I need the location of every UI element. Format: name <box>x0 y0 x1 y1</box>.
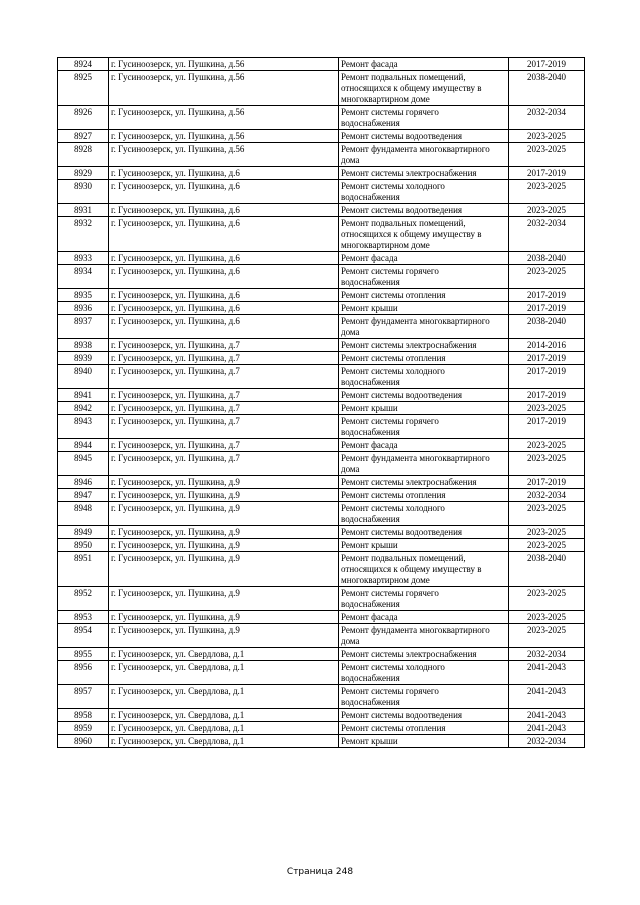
work-type-cell: Ремонт системы холодного водоснабжения <box>339 365 509 389</box>
row-number: 8946 <box>58 476 109 489</box>
row-number: 8952 <box>58 587 109 611</box>
address-cell: г. Гусиноозерск, ул. Пушкина, д.7 <box>109 452 339 476</box>
table-row <box>58 58 585 71</box>
period-cell: 2017-2019 <box>509 167 585 180</box>
work-type-cell: Ремонт фасада <box>339 58 509 71</box>
period-cell: 2041-2043 <box>509 661 585 685</box>
period-cell: 2023-2025 <box>509 539 585 552</box>
address-cell: г. Гусиноозерск, ул. Пушкина, д.9 <box>109 489 339 502</box>
period-cell: 2023-2025 <box>509 502 585 526</box>
period-cell: 2023-2025 <box>509 611 585 624</box>
period-cell: 2032-2034 <box>509 648 585 661</box>
period-cell: 2023-2025 <box>509 143 585 167</box>
address-cell: г. Гусиноозерск, ул. Пушкина, д.6 <box>109 265 339 289</box>
table-row <box>58 415 585 439</box>
work-type-cell: Ремонт системы водоотведения <box>339 709 509 722</box>
address-cell: г. Гусиноозерск, ул. Свердлова, д.1 <box>109 709 339 722</box>
row-number: 8932 <box>58 217 109 252</box>
address-cell: г. Гусиноозерск, ул. Пушкина, д.6 <box>109 302 339 315</box>
work-type-cell: Ремонт крыши <box>339 539 509 552</box>
table-row <box>58 289 585 302</box>
row-number: 8958 <box>58 709 109 722</box>
work-type-cell: Ремонт фасада <box>339 611 509 624</box>
period-cell: 2041-2043 <box>509 722 585 735</box>
row-number: 8955 <box>58 648 109 661</box>
address-cell: г. Гусиноозерск, ул. Пушкина, д.56 <box>109 143 339 167</box>
table-row <box>58 315 585 339</box>
row-number: 8949 <box>58 526 109 539</box>
work-type-cell: Ремонт подвальных помещений, относящихся к общему имуществу в многоквартирном доме <box>339 552 509 587</box>
period-cell: 2032-2034 <box>509 735 585 748</box>
row-number: 8948 <box>58 502 109 526</box>
row-number: 8945 <box>58 452 109 476</box>
row-number: 8959 <box>58 722 109 735</box>
table-row <box>58 402 585 415</box>
row-number: 8950 <box>58 539 109 552</box>
table-row <box>58 539 585 552</box>
address-cell: г. Гусиноозерск, ул. Пушкина, д.56 <box>109 106 339 130</box>
period-cell: 2023-2025 <box>509 265 585 289</box>
table-row <box>58 130 585 143</box>
table-row <box>58 624 585 648</box>
period-cell: 2023-2025 <box>509 526 585 539</box>
table-row <box>58 526 585 539</box>
row-number: 8951 <box>58 552 109 587</box>
work-type-cell: Ремонт системы отопления <box>339 352 509 365</box>
address-cell: г. Гусиноозерск, ул. Пушкина, д.6 <box>109 289 339 302</box>
address-cell: г. Гусиноозерск, ул. Пушкина, д.9 <box>109 526 339 539</box>
row-number: 8937 <box>58 315 109 339</box>
period-cell: 2023-2025 <box>509 204 585 217</box>
address-cell: г. Гусиноозерск, ул. Пушкина, д.56 <box>109 71 339 106</box>
table-row <box>58 722 585 735</box>
address-cell: г. Гусиноозерск, ул. Пушкина, д.7 <box>109 415 339 439</box>
work-type-cell: Ремонт фундамента многоквартирного дома <box>339 143 509 167</box>
period-cell: 2023-2025 <box>509 439 585 452</box>
work-type-cell: Ремонт системы водоотведения <box>339 389 509 402</box>
work-type-cell: Ремонт системы отопления <box>339 722 509 735</box>
work-type-cell: Ремонт системы холодного водоснабжения <box>339 180 509 204</box>
address-cell: г. Гусиноозерск, ул. Свердлова, д.1 <box>109 735 339 748</box>
table-row <box>58 439 585 452</box>
work-type-cell: Ремонт системы горячего водоснабжения <box>339 265 509 289</box>
work-type-cell: Ремонт системы электроснабжения <box>339 167 509 180</box>
table-row <box>58 106 585 130</box>
table-row <box>58 685 585 709</box>
table-row <box>58 735 585 748</box>
work-type-cell: Ремонт системы электроснабжения <box>339 476 509 489</box>
table-row <box>58 502 585 526</box>
work-type-cell: Ремонт фундамента многоквартирного дома <box>339 624 509 648</box>
work-type-cell: Ремонт фундамента многоквартирного дома <box>339 452 509 476</box>
period-cell: 2017-2019 <box>509 58 585 71</box>
row-number: 8934 <box>58 265 109 289</box>
row-number: 8931 <box>58 204 109 217</box>
period-cell: 2032-2034 <box>509 106 585 130</box>
work-type-cell: Ремонт системы отопления <box>339 289 509 302</box>
address-cell: г. Гусиноозерск, ул. Пушкина, д.7 <box>109 365 339 389</box>
page-footer <box>0 867 640 877</box>
work-type-cell: Ремонт системы водоотведения <box>339 526 509 539</box>
address-cell: г. Гусиноозерск, ул. Пушкина, д.6 <box>109 167 339 180</box>
period-cell: 2023-2025 <box>509 180 585 204</box>
row-number: 8936 <box>58 302 109 315</box>
period-cell: 2032-2034 <box>509 489 585 502</box>
period-cell: 2038-2040 <box>509 71 585 106</box>
row-number: 8941 <box>58 389 109 402</box>
work-type-cell: Ремонт системы холодного водоснабжения <box>339 661 509 685</box>
period-cell: 2041-2043 <box>509 709 585 722</box>
table-row <box>58 389 585 402</box>
row-number: 8935 <box>58 289 109 302</box>
period-cell: 2023-2025 <box>509 402 585 415</box>
table-row <box>58 648 585 661</box>
address-cell: г. Гусиноозерск, ул. Пушкина, д.9 <box>109 587 339 611</box>
period-cell: 2017-2019 <box>509 365 585 389</box>
table-row <box>58 709 585 722</box>
period-cell: 2038-2040 <box>509 552 585 587</box>
work-type-cell: Ремонт фасада <box>339 252 509 265</box>
address-cell: г. Гусиноозерск, ул. Пушкина, д.7 <box>109 352 339 365</box>
table-row <box>58 167 585 180</box>
period-cell: 2017-2019 <box>509 415 585 439</box>
row-number: 8933 <box>58 252 109 265</box>
address-cell: г. Гусиноозерск, ул. Пушкина, д.7 <box>109 439 339 452</box>
table-row <box>58 587 585 611</box>
period-cell: 2023-2025 <box>509 452 585 476</box>
address-cell: г. Гусиноозерск, ул. Пушкина, д.6 <box>109 315 339 339</box>
work-type-cell: Ремонт подвальных помещений, относящихся к общему имуществу в многоквартирном доме <box>339 217 509 252</box>
row-number: 8944 <box>58 439 109 452</box>
table-row <box>58 365 585 389</box>
period-cell: 2038-2040 <box>509 252 585 265</box>
period-cell: 2023-2025 <box>509 587 585 611</box>
address-cell: г. Гусиноозерск, ул. Свердлова, д.1 <box>109 722 339 735</box>
row-number: 8928 <box>58 143 109 167</box>
period-cell: 2014-2016 <box>509 339 585 352</box>
address-cell: г. Гусиноозерск, ул. Пушкина, д.9 <box>109 539 339 552</box>
work-type-cell: Ремонт крыши <box>339 302 509 315</box>
table-row <box>58 611 585 624</box>
address-cell: г. Гусиноозерск, ул. Пушкина, д.9 <box>109 611 339 624</box>
table-row <box>58 339 585 352</box>
row-number: 8942 <box>58 402 109 415</box>
row-number: 8956 <box>58 661 109 685</box>
period-cell: 2023-2025 <box>509 624 585 648</box>
row-number: 8939 <box>58 352 109 365</box>
work-type-cell: Ремонт системы водоотведения <box>339 204 509 217</box>
address-cell: г. Гусиноозерск, ул. Пушкина, д.9 <box>109 552 339 587</box>
address-cell: г. Гусиноозерск, ул. Пушкина, д.9 <box>109 476 339 489</box>
row-number: 8927 <box>58 130 109 143</box>
address-cell: г. Гусиноозерск, ул. Пушкина, д.7 <box>109 402 339 415</box>
table-row <box>58 352 585 365</box>
work-type-cell: Ремонт крыши <box>339 735 509 748</box>
table-body <box>58 58 585 748</box>
table-row <box>58 252 585 265</box>
row-number: 8943 <box>58 415 109 439</box>
work-type-cell: Ремонт подвальных помещений, относящихся к общему имуществу в многоквартирном доме <box>339 71 509 106</box>
work-type-cell: Ремонт фасада <box>339 439 509 452</box>
address-cell: г. Гусиноозерск, ул. Свердлова, д.1 <box>109 648 339 661</box>
work-type-cell: Ремонт фундамента многоквартирного дома <box>339 315 509 339</box>
period-cell: 2017-2019 <box>509 352 585 365</box>
address-cell: г. Гусиноозерск, ул. Пушкина, д.6 <box>109 204 339 217</box>
work-type-cell: Ремонт крыши <box>339 402 509 415</box>
address-cell: г. Гусиноозерск, ул. Пушкина, д.6 <box>109 180 339 204</box>
row-number: 8960 <box>58 735 109 748</box>
table-row <box>58 476 585 489</box>
row-number: 8924 <box>58 58 109 71</box>
period-cell: 2023-2025 <box>509 130 585 143</box>
address-cell: г. Гусиноозерск, ул. Пушкина, д.6 <box>109 217 339 252</box>
row-number: 8947 <box>58 489 109 502</box>
row-number: 8929 <box>58 167 109 180</box>
row-number: 8940 <box>58 365 109 389</box>
row-number: 8953 <box>58 611 109 624</box>
row-number: 8957 <box>58 685 109 709</box>
row-number: 8954 <box>58 624 109 648</box>
period-cell: 2017-2019 <box>509 289 585 302</box>
table-row <box>58 661 585 685</box>
period-cell: 2038-2040 <box>509 315 585 339</box>
period-cell: 2032-2034 <box>509 217 585 252</box>
table-row <box>58 265 585 289</box>
repair-schedule-table <box>57 57 585 748</box>
work-type-cell: Ремонт системы горячего водоснабжения <box>339 106 509 130</box>
work-type-cell: Ремонт системы горячего водоснабжения <box>339 415 509 439</box>
work-type-cell: Ремонт системы горячего водоснабжения <box>339 587 509 611</box>
table-row <box>58 302 585 315</box>
row-number: 8938 <box>58 339 109 352</box>
work-type-cell: Ремонт системы электроснабжения <box>339 339 509 352</box>
table-row <box>58 489 585 502</box>
address-cell: г. Гусиноозерск, ул. Пушкина, д.6 <box>109 252 339 265</box>
table-row <box>58 552 585 587</box>
period-cell: 2017-2019 <box>509 389 585 402</box>
address-cell: г. Гусиноозерск, ул. Свердлова, д.1 <box>109 685 339 709</box>
work-type-cell: Ремонт системы холодного водоснабжения <box>339 502 509 526</box>
address-cell: г. Гусиноозерск, ул. Пушкина, д.7 <box>109 339 339 352</box>
table-row <box>58 217 585 252</box>
row-number: 8930 <box>58 180 109 204</box>
row-number: 8926 <box>58 106 109 130</box>
address-cell: г. Гусиноозерск, ул. Пушкина, д.7 <box>109 389 339 402</box>
page-number: Страница 248 <box>286 867 354 877</box>
work-type-cell: Ремонт системы водоотведения <box>339 130 509 143</box>
address-cell: г. Гусиноозерск, ул. Пушкина, д.56 <box>109 58 339 71</box>
table-row <box>58 204 585 217</box>
work-type-cell: Ремонт системы отопления <box>339 489 509 502</box>
table-row <box>58 452 585 476</box>
table-row <box>58 71 585 106</box>
address-cell: г. Гусиноозерск, ул. Пушкина, д.9 <box>109 624 339 648</box>
table-row <box>58 180 585 204</box>
address-cell: г. Гусиноозерск, ул. Пушкина, д.9 <box>109 502 339 526</box>
table-row <box>58 143 585 167</box>
period-cell: 2017-2019 <box>509 302 585 315</box>
period-cell: 2017-2019 <box>509 476 585 489</box>
address-cell: г. Гусиноозерск, ул. Пушкина, д.56 <box>109 130 339 143</box>
row-number: 8925 <box>58 71 109 106</box>
address-cell: г. Гусиноозерск, ул. Свердлова, д.1 <box>109 661 339 685</box>
work-type-cell: Ремонт системы горячего водоснабжения <box>339 685 509 709</box>
period-cell: 2041-2043 <box>509 685 585 709</box>
work-type-cell: Ремонт системы электроснабжения <box>339 648 509 661</box>
